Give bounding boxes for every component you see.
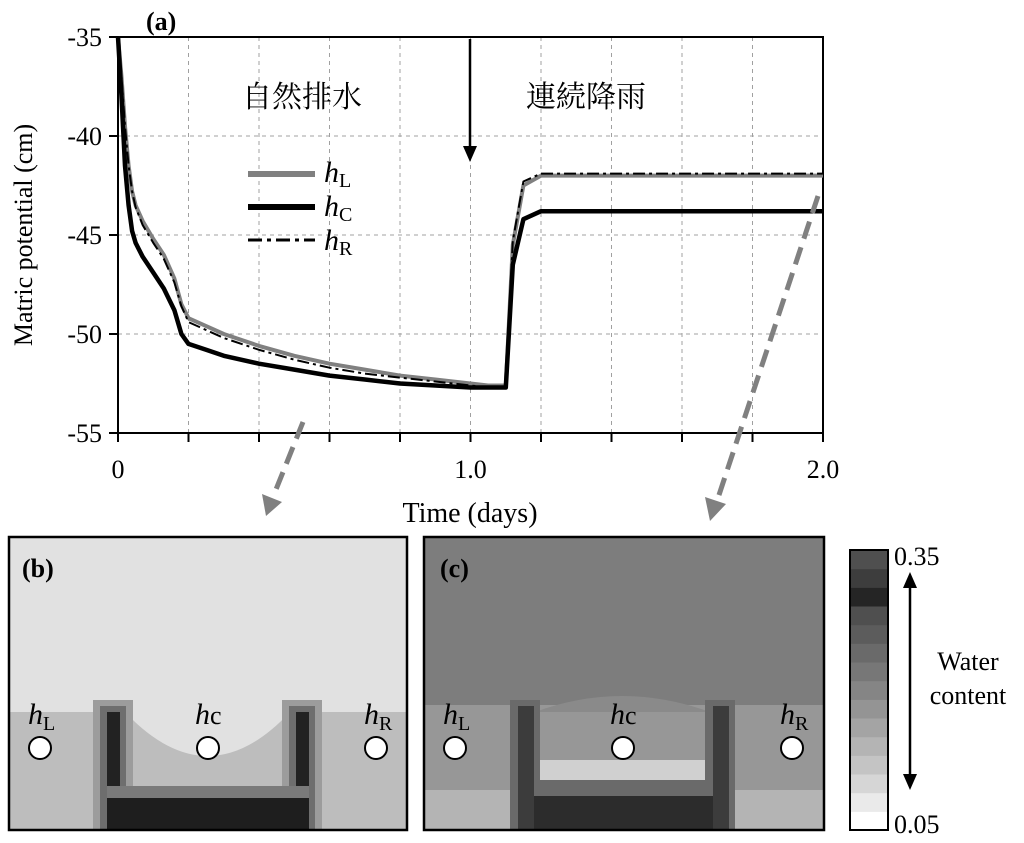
colorbar-band (850, 718, 888, 737)
y-tick-label: -55 (67, 419, 102, 448)
colorbar-title-line2: content (929, 681, 1007, 710)
colorbar-band (850, 625, 888, 644)
pointer-arrow-to-c (705, 196, 818, 521)
colorbar-band (850, 643, 888, 662)
y-tick-label: -45 (67, 221, 102, 250)
axis-tick-labels (67, 23, 839, 484)
x-tick-label: 2.0 (806, 455, 840, 484)
svg-text:hL: $h_L$ (443, 698, 471, 735)
svg-text:hL: $h_L$ (28, 698, 56, 735)
panel-c-contour (424, 537, 824, 830)
panel-a-label: (a) (146, 7, 177, 36)
panel-a-chart (9, 7, 839, 529)
panel-b-contour (9, 537, 407, 830)
colorbar-band (850, 662, 888, 681)
y-tick-label: -50 (67, 320, 102, 349)
svg-text:hc: hc (195, 698, 222, 731)
colorbar-band (850, 737, 888, 756)
legend-label-hC: hC (324, 190, 353, 226)
water-content-colorbar (850, 542, 1007, 838)
colorbar-band (850, 774, 888, 793)
panel-b-label: (b) (22, 554, 54, 583)
annotation-natural-drainage: 自然排水 (242, 80, 362, 115)
svg-text:hc: hc (610, 698, 637, 731)
legend-label-hR: hR (324, 224, 353, 260)
x-tick-label: 0 (111, 455, 125, 484)
y-axis-title: Matric potential (cm) (9, 123, 38, 347)
colorbar-band (850, 569, 888, 588)
pointer-arrow-to-b (262, 422, 303, 516)
y-tick-label: -35 (67, 23, 102, 52)
x-axis-title: Time (days) (402, 498, 538, 529)
svg-text:hR: $h_R$ (780, 698, 809, 735)
sensor-marker-hc (610, 698, 637, 759)
colorbar-bands (850, 550, 888, 831)
svg-text:hR: $h_R$ (364, 698, 393, 735)
sensor-marker-hc (195, 698, 222, 759)
colorbar-band (850, 699, 888, 718)
rainfall-start-arrow (463, 39, 477, 162)
y-tick-label: -40 (67, 122, 102, 151)
colorbar-band (850, 587, 888, 606)
colorbar-band (850, 755, 888, 774)
panel-c-label: (c) (440, 554, 469, 583)
colorbar-band (850, 793, 888, 812)
colorbar-band (850, 550, 888, 569)
colorbar-band (850, 606, 888, 625)
colorbar-title-line1: Water (937, 647, 999, 676)
colorbar-max-label: 0.35 (894, 542, 940, 571)
colorbar-band (850, 681, 888, 700)
annotation-continuous-rainfall: 連続降雨 (526, 80, 646, 115)
colorbar-double-arrow (903, 572, 917, 790)
colorbar-band (850, 811, 888, 830)
legend (248, 156, 353, 260)
legend-label-hL: hL (324, 156, 352, 192)
colorbar-min-label: 0.05 (894, 810, 940, 838)
x-tick-label: 1.0 (454, 455, 487, 484)
